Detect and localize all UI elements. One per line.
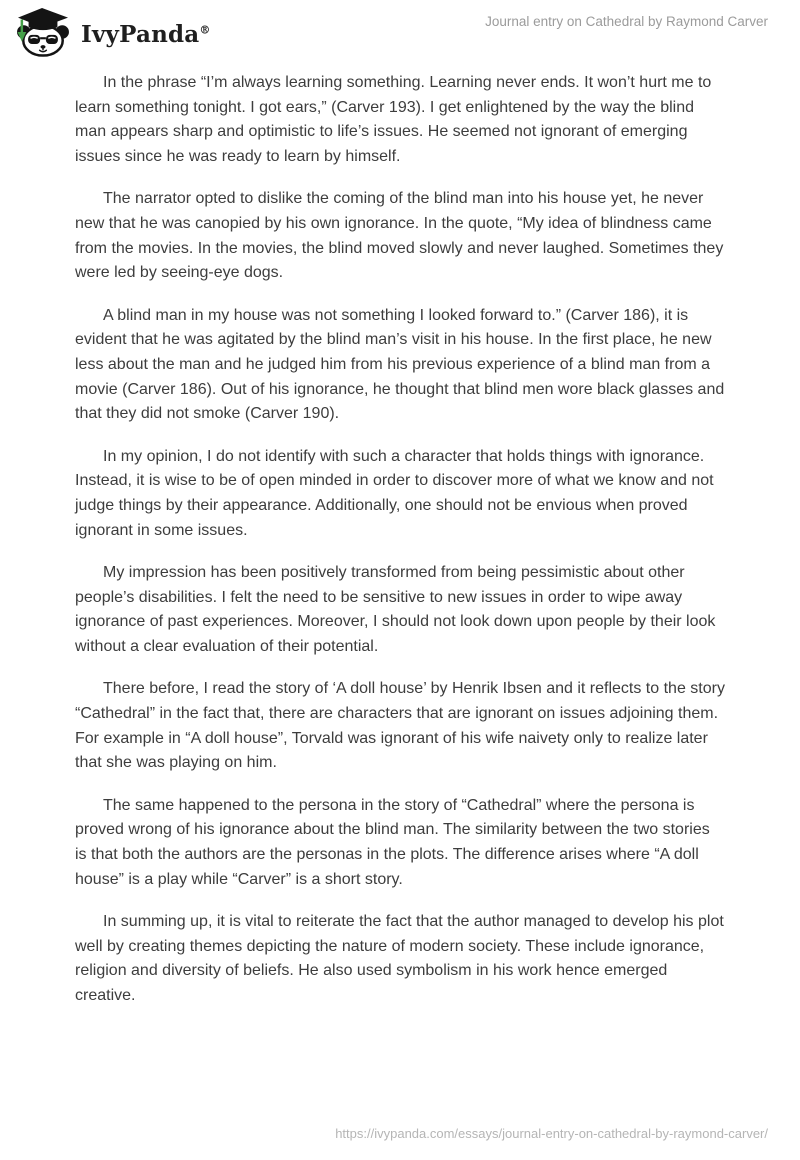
essay-paragraph: My impression has been positively transformed from being pessimistic about other people’s disabilities. I felt the need to be sensitive to new issues in order to wipe away ignorance of past experiences. Moreover, I should not look down upon people by their look without a clear evaluation of their potential. (75, 564, 716, 655)
registered-trademark: ® (199, 22, 211, 36)
document-title: Journal entry on Cathedral by Raymond Carver (485, 14, 768, 29)
brand-wordmark (81, 19, 211, 46)
brand-logo (14, 7, 211, 57)
essay-paragraph: There before, I read the story of ‘A doll house’ by Henrik Ibsen and it reflects to the story “Cathedral” in the fact that, there are characters that are ignorant on issues adjoining them. For example in “A doll house”, Torvald was ignorant of his wife naivety only to realize later that she was playing on him. (75, 680, 725, 772)
essay-paragraph: In summing up, it is vital to reiterate the fact that the author managed to develop his plot well by creating themes depicting the nature of modern society. These include ignorance, religion and diversity of beliefs. He also used symbolism in his work hence emerged creative. (75, 913, 724, 1004)
source-url: https://ivypanda.com/essays/journal-entry-on-cathedral-by-raymond-carver/ (335, 1126, 768, 1141)
ivypanda-panda-logo-icon (14, 7, 72, 57)
essay-paragraph: A blind man in my house was not something I looked forward to.” (Carver 186), it is evident that he was agitated by the blind man’s visit in his house. In the first place, he new less about the man and he judged him from his previous experience of a blind man from a movie (Carver 186). Out of his ignorance, he thought that blind men wore black glasses and that they did not smoke (Carver 190). (75, 306, 725, 423)
essay-body (0, 58, 800, 1009)
brand-name: IvyPanda (81, 20, 200, 48)
page-footer (335, 1126, 768, 1141)
essay-paragraph: In my opinion, I do not identify with such a character that holds things with ignorance. Instead, it is wise to be of open minded in order to discover more of what we know and not judge things by their appearance. Additionally, one should not be envious when proved ignorant in some issues. (75, 447, 714, 539)
page-header (0, 0, 800, 58)
essay-paragraph: The narrator opted to dislike the coming of the blind man into his house yet, he never new that he was canopied by his own ignorance. In the quote, “My idea of blindness came from the movies. In the movies, the blind moved slowly and never laughed. Sometimes they were led by seeing-eye dogs. (75, 190, 724, 282)
essay-paragraph: The same happened to the persona in the story of “Cathedral” where the persona is proved wrong of his ignorance about the blind man. The similarity between the two stories is that both the authors are the personas in the plots. The difference arises where “A doll house” is a play while “Carver” is a short story. (75, 796, 710, 888)
essay-paragraph: In the phrase “I’m always learning something. Learning never ends. It won’t hurt me to learn something tonight. I got ears,” (Carver 193). I get enlightened by the way the blind man appears sharp and optimistic to life’s issues. He seemed not ignorant of emerging issues since he was ready to learn by himself. (75, 74, 712, 165)
